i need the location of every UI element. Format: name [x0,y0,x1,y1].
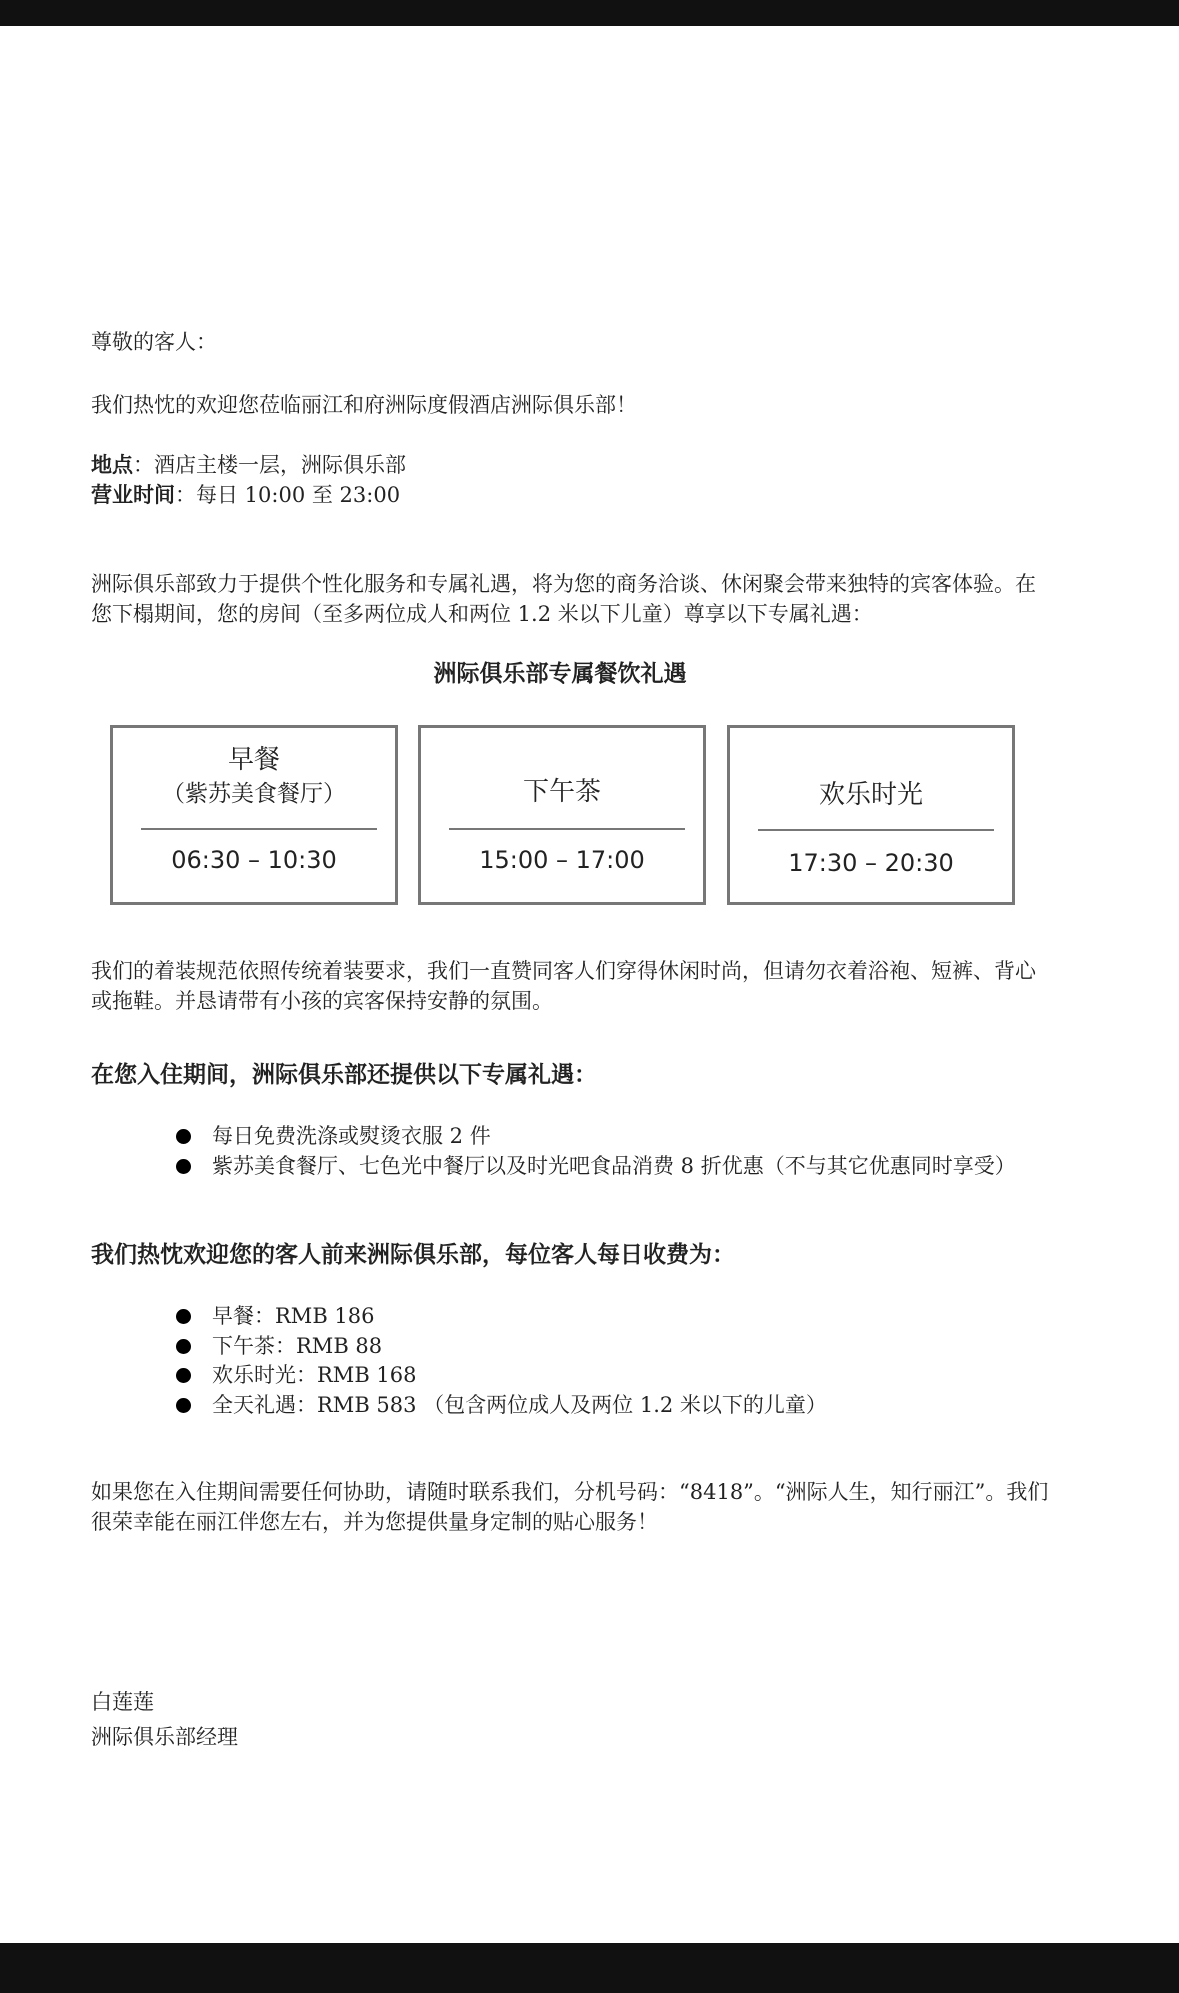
dining-card-name: 早餐 [227,745,280,775]
fee-item: 早餐：RMB 186 [212,1304,375,1328]
fee-item: 欢乐时光：RMB 168 [212,1363,417,1387]
dining-title: 洲际俱乐部专属餐饮礼遇 [433,660,687,687]
dining-card-name: 欢乐时光 [818,780,923,810]
dining-card-breakfast [110,725,398,905]
fees-heading: 我们热忱欢迎您的客人前来洲际俱乐部，每位客人每日收费为： [91,1241,735,1268]
divider [141,828,377,830]
bullet-icon [176,1129,191,1144]
hours-value: ：每日 10:00 至 23:00 [175,483,401,507]
dress-code-paragraph: 我们的着装规范依照传统着装要求，我们一直赞同客人们穿得休闲时尚，但请勿衣着浴袍、短裤、背心或拖鞋。并恳请带有小孩的宾客保持安静的氛围。 [91,959,1036,1013]
perk-item: 每日免费洗涤或熨烫衣服 2 件 [212,1124,491,1148]
signature-title: 洲际俱乐部经理 [91,1725,238,1749]
bullet-icon [176,1398,191,1413]
perk-item: 紫苏美食餐厅、七色光中餐厅以及时光吧食品消费 8 折优惠（不与其它优惠同时享受） [212,1154,1016,1178]
bullet-icon [176,1309,191,1324]
intro-paragraph: 洲际俱乐部致力于提供个性化服务和专属礼遇，将为您的商务洽谈、休闲聚会带来独特的宾客体验。在您下榻期间，您的房间（至多两位成人和两位 1.2 米以下儿童）尊享以下专属礼遇： [91,572,1036,626]
welcome-line: 我们热忱的欢迎您莅临丽江和府洲际度假酒店洲际俱乐部！ [91,393,637,417]
fee-item: 下午茶：RMB 88 [212,1334,383,1358]
dining-card-time: 17:30 – 20:30 [788,849,954,877]
bullet-icon [176,1159,191,1174]
location-line [91,450,406,480]
dining-card-time: 06:30 – 10:30 [171,846,337,874]
hours-label: 营业时间 [91,482,175,507]
perks-heading: 在您入住期间，洲际俱乐部还提供以下专属礼遇： [91,1061,597,1088]
location-label: 地点 [91,452,133,477]
dining-card-afternoon-tea [418,725,706,905]
hours-line [91,480,400,510]
bullet-icon [176,1339,191,1354]
greeting: 尊敬的客人： [91,330,217,354]
signature-name: 白莲莲 [91,1690,154,1714]
divider [758,829,994,831]
dining-card-name: 下午茶 [522,777,601,807]
dining-card-time: 15:00 – 17:00 [479,846,645,874]
bullet-icon [176,1368,191,1383]
top-black-bar [0,0,1179,26]
location-value: ：酒店主楼一层，洲际俱乐部 [133,453,406,477]
dining-card-happy-hour [727,725,1015,905]
dining-card-subtitle: （紫苏美食餐厅） [162,781,346,807]
divider [449,828,685,830]
fee-item: 全天礼遇：RMB 583 （包含两位成人及两位 1.2 米以下的儿童） [212,1393,827,1417]
contact-paragraph: 如果您在入住期间需要任何协助，请随时联系我们，分机号码：“8418”。“洲际人生，知行丽江”。我们很荣幸能在丽江伴您左右，并为您提供量身定制的贴心服务！ [91,1480,1049,1534]
bottom-black-bar [0,1943,1179,1993]
